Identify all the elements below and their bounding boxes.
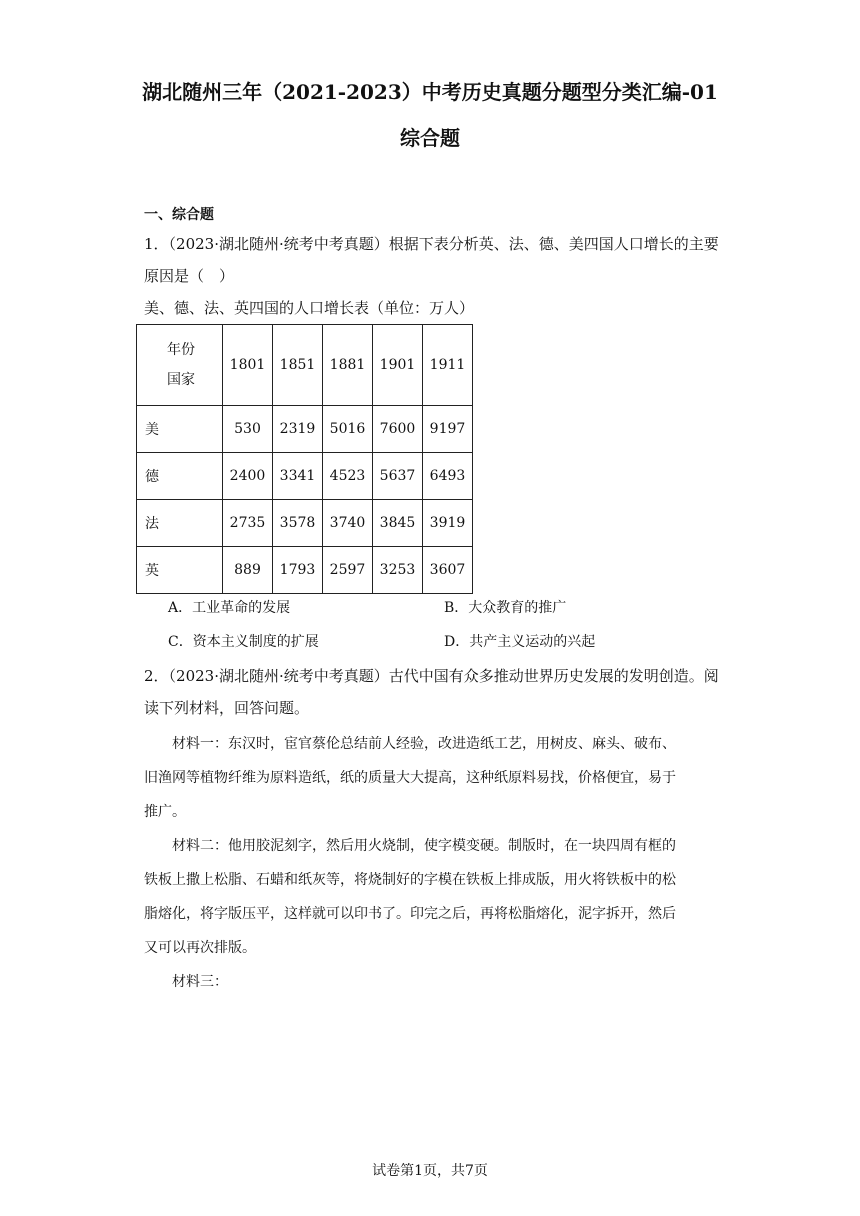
q1-option-a: A．工业革命的发展 (168, 600, 291, 616)
q1-stem-line1: 1．（2023·湖北随州·统考中考真题）根据下表分析英、法、德、美四国人口增长的主要 (144, 235, 719, 253)
header-country-label: 国家 (167, 372, 195, 388)
q1-option-d: D．共产主义运动的兴起 (444, 634, 596, 650)
table-caption: 美、德、法、英四国的人口增长表（单位：万人） (144, 299, 475, 317)
material-two-line3: 脂熔化，将字版压平，这样就可以印书了。印完之后，再将松脂熔化，泥字拆开，然后 (144, 906, 676, 922)
table-header-row (137, 325, 473, 406)
table-corner-cell (137, 325, 223, 406)
q1-option-c: C．资本主义制度的扩展 (168, 634, 319, 650)
year-header: 1881 (323, 325, 373, 406)
country-cell: 法 (137, 500, 223, 547)
value-cell: 3253 (373, 547, 423, 594)
section-heading: 一、综合题 (144, 207, 214, 223)
value-cell: 9197 (423, 406, 473, 453)
q2-stem-line2: 读下列材料，回答问题。 (144, 699, 310, 717)
value-cell: 5637 (373, 453, 423, 500)
value-cell: 2735 (223, 500, 273, 547)
value-cell: 2319 (273, 406, 323, 453)
country-cell: 英 (137, 547, 223, 594)
value-cell: 3341 (273, 453, 323, 500)
value-cell: 6493 (423, 453, 473, 500)
country-cell: 德 (137, 453, 223, 500)
document-title-line2: 综合题 (400, 126, 460, 150)
value-cell: 4523 (323, 453, 373, 500)
year-header: 1851 (273, 325, 323, 406)
value-cell: 7600 (373, 406, 423, 453)
value-cell: 530 (223, 406, 273, 453)
material-two-line2: 铁板上撒上松脂、石蜡和纸灰等，将烧制好的字模在铁板上排成版，用火将铁板中的松 (144, 872, 676, 888)
year-header: 1801 (223, 325, 273, 406)
year-header: 1901 (373, 325, 423, 406)
value-cell: 3740 (323, 500, 373, 547)
value-cell: 5016 (323, 406, 373, 453)
material-three-label: 材料三： (144, 974, 228, 990)
value-cell: 3919 (423, 500, 473, 547)
table-row (137, 500, 473, 547)
q1-stem-line2: 原因是（ ） (144, 267, 235, 285)
table-row (137, 406, 473, 453)
page-footer: 试卷第1页，共7页 (372, 1163, 488, 1179)
document-title-line1: 湖北随州三年（2021-2023）中考历史真题分题型分类汇编-01 (142, 80, 718, 104)
value-cell: 3578 (273, 500, 323, 547)
year-header: 1911 (423, 325, 473, 406)
header-year-label: 年份 (167, 342, 195, 358)
material-one-line2: 旧渔网等植物纤维为原料造纸，纸的质量大大提高，这种纸原料易找，价格便宜，易于 (144, 770, 676, 786)
value-cell: 889 (223, 547, 273, 594)
material-two-line4: 又可以再次排版。 (144, 940, 256, 956)
value-cell: 3607 (423, 547, 473, 594)
material-one-line3: 推广。 (144, 804, 186, 820)
material-one-line1: 材料一：东汉时，宦官蔡伦总结前人经验，改进造纸工艺，用树皮、麻头、破布、 (144, 736, 676, 752)
country-cell: 美 (137, 406, 223, 453)
q1-option-b: B．大众教育的推广 (444, 600, 567, 616)
value-cell: 2400 (223, 453, 273, 500)
material-two-line1: 材料二：他用胶泥刻字，然后用火烧制，使字模变硬。制版时，在一块四周有框的 (144, 838, 676, 854)
table-row (137, 453, 473, 500)
q2-stem-line1: 2．（2023·湖北随州·统考中考真题）古代中国有众多推动世界历史发展的发明创造。阅 (144, 667, 719, 685)
population-table (136, 324, 473, 594)
table-row (137, 547, 473, 594)
value-cell: 2597 (323, 547, 373, 594)
value-cell: 3845 (373, 500, 423, 547)
value-cell: 1793 (273, 547, 323, 594)
